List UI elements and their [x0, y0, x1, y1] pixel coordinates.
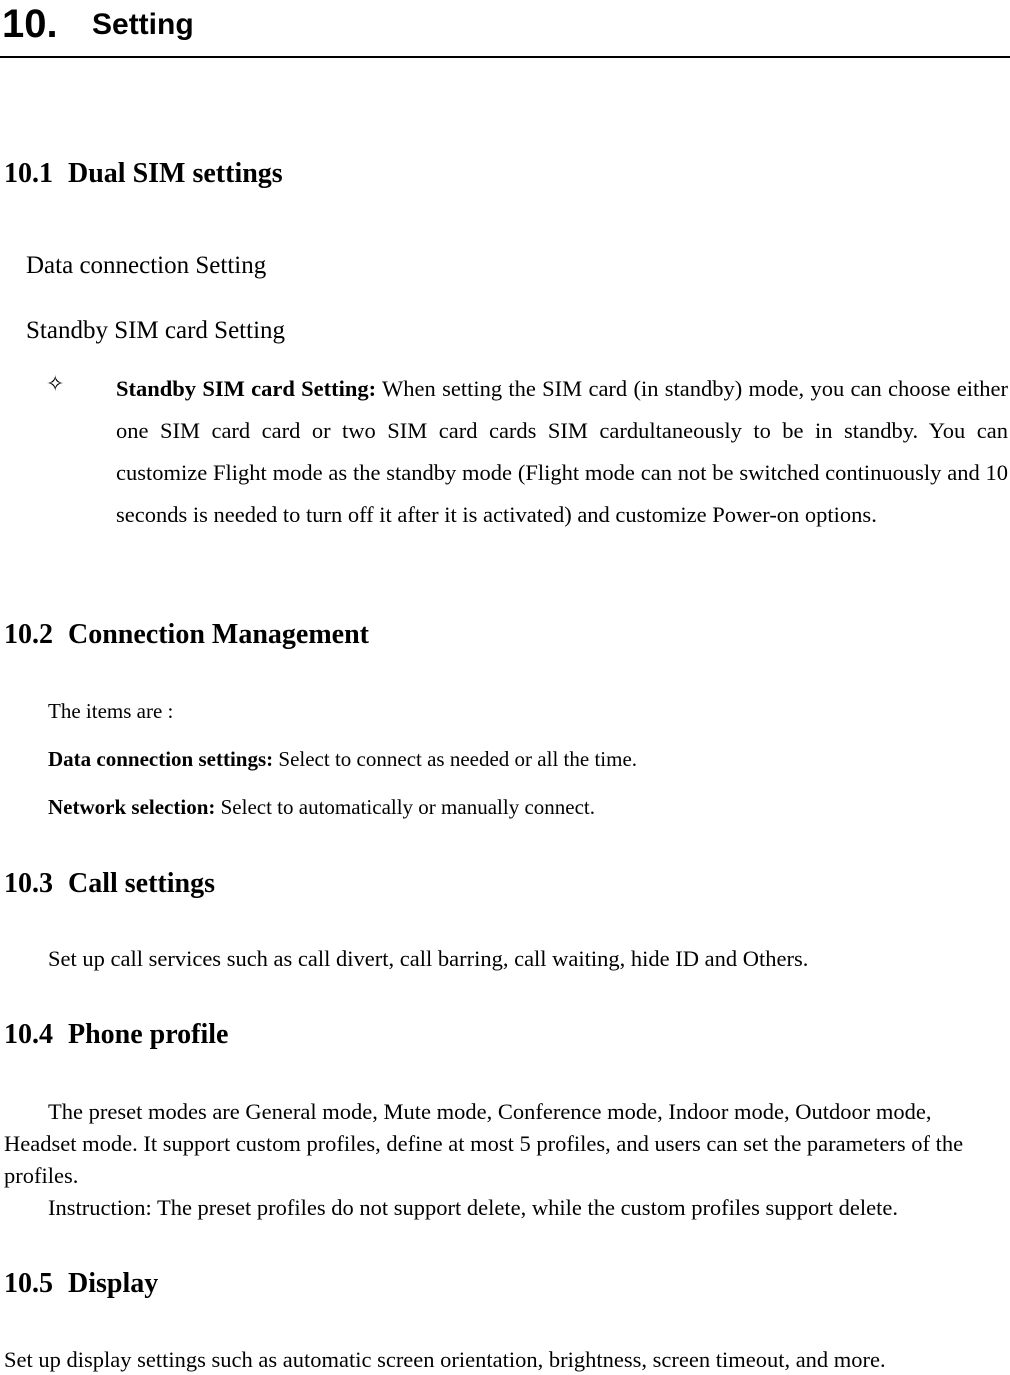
bullet-body: When setting the SIM card (in standby) mode, you can choose either one SIM card card or two SIM card cards SIM cardultaneously to be in standby. You can customize Flight mode as the standby mode (Flight mode can not be switched continuously and 10 seconds is needed to turn off it after it is activated) and customize Power-on options. [116, 376, 1008, 527]
chapter-title: Setting [92, 8, 194, 41]
setting-item-data-connection: Data connection Setting [26, 252, 267, 279]
section-title: Call settings [68, 868, 215, 899]
section-heading-call-settings [4, 867, 215, 901]
setting-item-standby-sim: Standby SIM card Setting [26, 317, 286, 344]
section-title: Display [68, 1268, 159, 1299]
section-heading-phone-profile [4, 1018, 228, 1052]
section-title: Dual SIM settings [68, 158, 283, 189]
bullet-paragraph [116, 368, 1008, 536]
line-label: Data connection settings: [48, 747, 274, 771]
call-settings-text: Set up call services such as call divert, call barring, call waiting, hide ID and Others. [48, 946, 809, 971]
items-intro: The items are : [48, 699, 174, 723]
section-number: 10.1 [4, 158, 53, 189]
data-connection-settings-line [48, 746, 637, 772]
section-number: 10.4 [4, 1019, 53, 1050]
bullet-label: Standby SIM card Setting: [116, 376, 377, 401]
section-number: 10.3 [4, 868, 53, 899]
line-text: Select to automatically or manually connect. [215, 795, 595, 819]
four-point-star-icon: ✧ [46, 372, 65, 397]
section-title: Connection Management [68, 619, 369, 650]
network-selection-line [48, 794, 595, 820]
section-number: 10.5 [4, 1268, 53, 1299]
line-text: Select to connect as needed or all the time. [273, 747, 638, 771]
phone-profile-paragraph [4, 1096, 1008, 1192]
section-heading-connection-management [4, 618, 369, 652]
phone-profile-instruction [4, 1192, 1008, 1224]
section-heading-dual-sim [4, 157, 283, 191]
line-label: Network selection: [48, 795, 216, 819]
paragraph-text: The preset modes are General mode, Mute mode, Conference mode, Indoor mode, Outdoor mode, Headset mode. It support custom profiles, define at most 5 profiles, and users can set the parameters of the profiles. [4, 1099, 964, 1188]
section-title: Phone profile [68, 1019, 229, 1050]
paragraph-text: Instruction: The preset profiles do not support delete, while the custom profiles support delete. [48, 1195, 899, 1220]
section-number: 10.2 [4, 619, 53, 650]
chapter-number: 10. [2, 2, 58, 46]
chapter-heading [0, 0, 1010, 58]
display-text: Set up display settings such as automatic screen orientation, brightness, screen timeout, and more. [4, 1347, 886, 1372]
section-heading-display [4, 1267, 158, 1301]
